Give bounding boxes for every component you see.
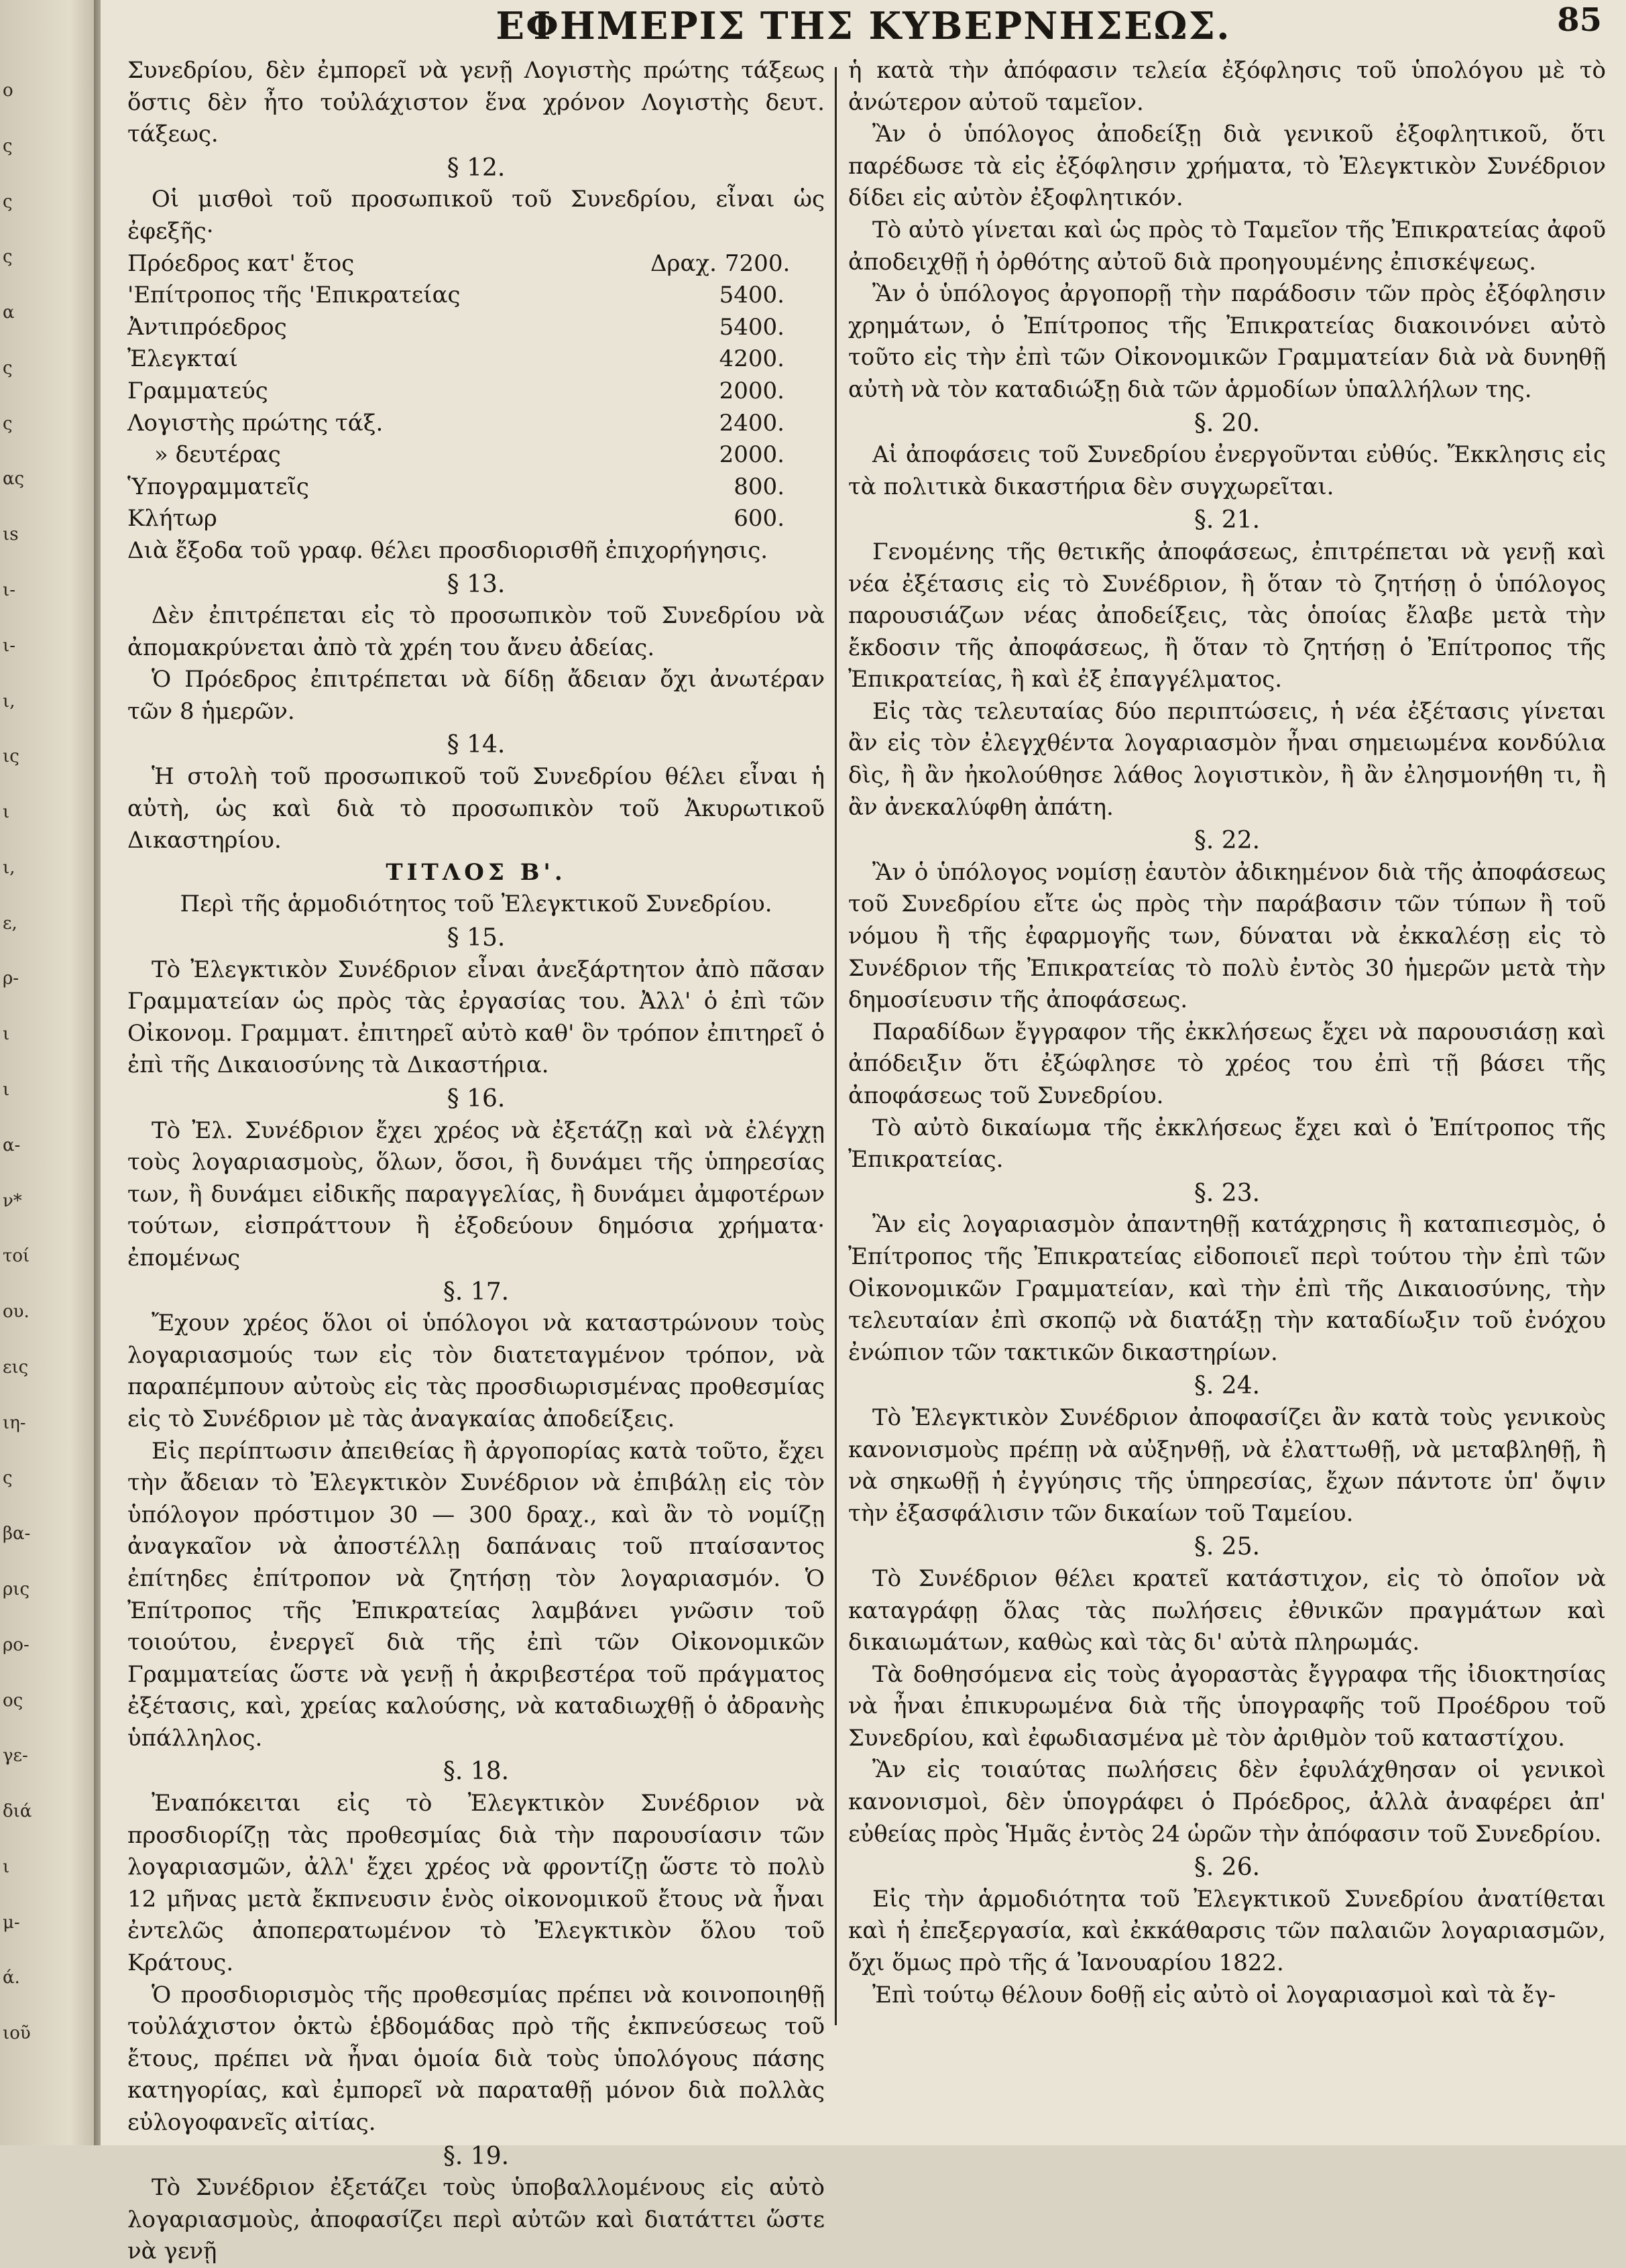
margin-fragment: μ- [3,1912,20,1933]
margin-fragment: ε, [3,913,17,933]
salary-amount: Δραχ. 7200. [650,249,791,277]
margin-fragment: ιs [3,524,19,545]
salary-label: Ἐλεγκταί [127,345,238,373]
left-column [127,55,825,2268]
paragraph: Τὸ Ἐλεγκτικὸν Συνέδριον εἶναι ἀνεξάρτητον ἀπὸ πᾶσαν Γραμματείαν ὡς πρὸς τὰς ἐργασίας του. Ἀλλ' ὁ ἐπὶ τῶν Οἰκονομ. Γραμματ. ἐπιτηρεῖ αὐτὸ καθ' ὃν τρόπον ἐπιτηρεῖ ὁ ἐπὶ τῆς Δικαιοσύνης τὰ Δικαστήρια. [127,956,825,1079]
paragraph: Οἱ μισθοὶ τοῦ προσωπικοῦ τοῦ Συνεδρίου, εἶναι ὡς ἐφεξῆς· [127,186,825,245]
currency-label: Δραχ. [650,249,717,277]
margin-fragment: ς [3,1468,13,1489]
margin-fragment: ι- [3,635,15,656]
margin-fragment: ρ- [3,968,19,989]
paragraph: Ἂν ὁ ὑπόλογος νομίσῃ ἑαυτὸν ἀδικημένον διὰ τῆς ἀποφάσεως τοῦ Συνεδρίου εἴτε ὡς πρὸς τὴν παράβασιν τῶν τύπων ἢ τοῦ νόμου ἢ τῆς ἐφαρμογῆς των, δύναται νὰ ἐκκαλέσῃ εἰς τὸ Συνέδριον τῆς Ἐπικρατείας τὸ πολὺ ἐντὸς 30 ἡμερῶν μετὰ τὴν δημοσίευσιν τῆς ἀποφάσεως. [848,858,1606,1014]
margin-fragment: διά [3,1801,32,1822]
margin-fragment: ιοῦ [3,2023,31,2044]
margin-fragment: εις [3,1357,29,1377]
margin-fragment: ς [3,191,13,212]
paragraph: Παραδίδων ἔγγραφον τῆς ἐκκλήσεως ἔχει νὰ παρουσιάσῃ καὶ ἀπόδειξιν ὅτι ἐξώφλησε τὸ χρέος του ἐπὶ τῇ βάσει τῆς ἀποφάσεως τοῦ Συνεδρίου. [848,1018,1606,1109]
page-number: 85 [1557,1,1602,39]
salary-label: 'Επίτροπος τῆς 'Επικρατείας [127,282,461,309]
title-subheading: Περὶ τῆς ἁρμοδιότητος τοῦ Ἐλεγκτικοῦ Συνεδρίου. [180,891,772,918]
margin-fragment: βα- [3,1524,31,1544]
margin-fragment: α [3,302,15,323]
section-heading-17: §. 17. [443,1278,510,1306]
salary-amount: 800. [734,473,785,500]
margin-fragment: ι [3,1080,10,1100]
paragraph: Εἰς περίπτωσιν ἀπειθείας ἢ ἀργοπορίας κατὰ τοῦτο, ἔχει τὴν ἄδειαν τὸ Ἐλεγκτικὸν Συνέδριον νὰ ἐπιβάλῃ εἰς τὸν ὑπόλογον πρόστιμον 30 — 300 δραχ., καὶ ἂν τὸ νομίζῃ ἀναγκαῖον νὰ ἀποστέλλῃ δαπάναις τοῦ πταίσαντος ἐπίτηδες ἐπίτροπον νὰ ζητήσῃ τὸν λογαριασμόν. Ὁ Ἐπίτροπος τῆς Ἐπικρατείας λαμβάνει γνῶσιν τοῦ τοιούτου, ἐνεργεῖ διὰ τῆς ἐπὶ τῶν Οἰκονομικῶν Γραμματείας ὥστε νὰ γενῇ ἡ ἀκριβεστέρα τοῦ πράγματος ἐξέτασις, καὶ, χρείας καλούσης, νὰ καταδιωχθῇ ὁ ἀδρανὴς ὑπάλληλος. [127,1437,825,1752]
paragraph: Ἐπὶ τούτῳ θέλουν δοθῇ εἰς αὐτὸ οἱ λογαριασμοὶ καὶ τὰ ἔγ- [872,1981,1556,2008]
section-heading-20: §. 20. [1194,409,1261,437]
margin-fragment: ι- [3,580,15,600]
paragraph: Ἂν ὁ ὑπόλογος ἀργοπορῇ τὴν παράδοσιν τῶν πρὸς ἐξόφλησιν χρημάτων, ὁ Ἐπίτροπος τῆς Ἐπικρατείας διακοινόνει αὐτὸ τοῦτο εἰς τὴν ἐπὶ τῶν Οἰκονομικῶν Γραμματείαν διὰ νὰ δυνηθῇ αὐτὴ νὰ τὸν καταδιώξῃ διὰ τῶν ἁρμοδίων ὑπαλλήλων της. [848,280,1606,403]
salary-label: » δευτέρας [154,441,281,469]
margin-fragment: α- [3,1135,21,1155]
margin-fragment: ος [3,1690,23,1711]
paragraph: ἡ κατὰ τὴν ἀπόφασιν τελεία ἐξόφλησις τοῦ ὑπολόγου μὲ τὸ ἀνώτερον αὐτοῦ ταμεῖον. [848,57,1606,116]
paragraph: Ἂν εἰς τοιαύτας πωλήσεις δὲν ἐφυλάχθησαν οἱ γενικοὶ κανονισμοὶ, δὲν ὑπογράφει ὁ Πρόεδρος, ἀλλὰ ἀναφέρει ἀπ' εὐθείας πρὸς Ἡμᾶς ἐντὸς 24 ὡρῶν τὴν ἀπόφασιν τοῦ Συνεδρίου. [848,1756,1606,1848]
paragraph: Τὸ αὐτὸ γίνεται καὶ ὡς πρὸς τὸ Ταμεῖον τῆς Ἐπικρατείας ἀφοῦ ἀποδειχθῇ ἡ ὀρθότης αὐτοῦ διὰ προηγουμένης ἐπισκέψεως. [848,216,1606,276]
margin-fragment: ι, [3,691,15,712]
paragraph: Τὰ δοθησόμενα εἰς τοὺς ἀγοραστὰς ἔγγραφα τῆς ἰδιοκτησίας νὰ ἦναι ἐπικυρωμένα διὰ τῆς ὑπογραφῆς τοῦ Προέδρου τοῦ Συνεδρίου, καὶ ἐφωδιασμένα μὲ τὸν ἀριθμὸν τοῦ καταστίχου. [848,1660,1606,1752]
paragraph: Εἰς τὴν ἁρμοδιότητα τοῦ Ἐλεγκτικοῦ Συνεδρίου ἀνατίθεται καὶ ἡ ἐπεξεργασία, καὶ ἐκκάθαρσις τῶν παλαιῶν λογαριασμῶν, ὄχι ὅμως πρὸ τῆς ά Ἰανουαρίου 1822. [848,1885,1606,1977]
paragraph: Διὰ ἔξοδα τοῦ γραφ. θέλει προσδιορισθῆ ἐπιχορήγησις. [127,536,768,564]
paragraph: Ὁ Πρόεδρος ἐπιτρέπεται νὰ δίδῃ ἄδειαν ὄχι ἀνωτέραν τῶν 8 ἡμερῶν. [127,666,825,725]
margin-fragment: ου. [3,1302,30,1322]
margin-fragment: ς [3,357,13,378]
paragraph: Συνεδρίου, δὲν ἐμπορεῖ νὰ γενῇ Λογιστὴς πρώτης τάξεως ὅστις δὲν ἦτο τοὐλάχιστον ἕνα χρόνον Λογιστὴς δευτ. τάξεως. [127,57,825,148]
right-column [848,55,1606,2011]
margin-fragment: ρο- [3,1634,30,1655]
salary-amount: 600. [734,505,785,532]
margin-fragment: ας [3,469,25,490]
paragraph: Εἰς τὰς τελευταίας δύο περιπτώσεις, ἡ νέα ἐξέτασις γίνεται ἂν εἰς τὸν ἐλεγχθέντα λογαριασμὸν ἦναι σημειωμένα κονδύλια δὶς, ἢ ἂν ἠκολούθησε λάθος λογιστικὸν, ἢ ἂν ἐλησμονήθη τι, ἢ ἂν ἀνεκαλύφθη ἀπάτη. [848,697,1606,821]
section-heading-21: §. 21. [1194,506,1261,534]
margin-fragment: ι [3,1856,10,1877]
margin-fragment: ς [3,247,13,268]
paragraph: Τὸ αὐτὸ δικαίωμα τῆς ἐκκλήσεως ἔχει καὶ ὁ Ἐπίτροπος τῆς Ἐπικρατείας. [848,1114,1606,1174]
margin-fragment: γε- [3,1746,28,1766]
section-heading-15: § 15. [447,924,506,952]
salary-amount: 5400. [719,313,785,341]
salary-amount: 5400. [719,282,785,309]
paragraph: Ἡ στολὴ τοῦ προσωπικοῦ τοῦ Συνεδρίου θέλει εἶναι ἡ αὐτὴ, ὡς καὶ διὰ τὸ προσωπικὸν τοῦ Ἀκυρωτικοῦ Δικαστηρίου. [127,763,825,854]
paragraph: Τὸ Ἐλ. Συνέδριον ἔχει χρέος νὰ ἐξετάζῃ καὶ νὰ ἐλέγχῃ τοὺς λογαριασμοὺς, ὅλων, ὅσοι, ἢ δυνάμει τῆς ὑπηρεσίας των, ἢ δυνάμει εἰδικῆς παραγγελίας, ἢ δυνάμει ἀμφοτέρων τούτων, εἰσπράττουν ἢ ἐξοδεύουν δημόσια χρήματα· ἐπομένως [127,1117,825,1271]
section-heading-16: § 16. [447,1085,506,1113]
paragraph: Τὸ Συνέδριον ἐξετάζει τοὺς ὑποβαλλομένους εἰς αὐτὸ λογαριασμοὺς, ἀποφασίζει περὶ αὐτῶν καὶ διατάττει ὥστε νὰ γενῇ [127,2174,825,2265]
paragraph: Ὁ προσδιορισμὸς τῆς προθεσμίας πρέπει νὰ κοινοποιηθῇ τοὐλάχιστον ὀκτὼ ἑβδομάδας πρὸ τῆς ἐκπνεύσεως τοῦ ἔτους, πρέπει νὰ ἦναι ὁμοία διὰ τοὺς ὑπολόγους πάσης κατηγορίας, καὶ ἐμπορεῖ νὰ παραταθῇ μόνον διὰ πολλὰς εὐλογοφανεῖς αἰτίας. [127,1981,825,2136]
margin-fragment: ι, [3,857,15,878]
section-heading-12: § 12. [447,154,506,182]
salary-label: Λογιστὴς πρώτης τάξ. [127,409,384,437]
margin-fragment: τοί [3,1246,30,1267]
paragraph: Τὸ Συνέδριον θέλει κρατεῖ κατάστιχον, εἰς τὸ ὁποῖον νὰ καταγράφῃ ὅλας τὰς πωλήσεις ἐθνικῶν πραγμάτων καὶ δικαιωμάτων, καθὼς καὶ τὰς δι' αὐτὰ πληρωμάς. [848,1565,1606,1656]
column-divider [835,67,837,2025]
paragraph: Γενομένης τῆς θετικῆς ἀποφάσεως, ἐπιτρέπεται νὰ γενῇ καὶ νέα ἐξέτασις εἰς τὸ Συνέδριον, ἢ ὅταν τὸ ζητήσῃ ὁ ὑπόλογος παρουσιάζων νέας ἀποδείξεις, τὰς ὁποίας ἔλαβε μετὰ τὴν ἔκδοσιν τῆς ἀποφάσεως, ἢ ὅταν τὸ ζητήσῃ ὁ Ἐπίτροπος τῆς Ἐπικρατείας, ἢ καὶ ἐξ ἐπαγγέλματος. [848,538,1606,693]
margin-fragment: ρις [3,1579,30,1599]
section-heading-25: §. 25. [1194,1533,1261,1561]
salary-amount: 2000. [719,377,785,404]
paragraph: Ἂν ὁ ὑπόλογος ἀποδείξῃ διὰ γενικοῦ ἐξοφλητικοῦ, ὅτι παρέδωσε τὰ εἰς ἐξόφλησιν χρήματα, τὸ Ἐλεγκτικὸν Συνέδριον δίδει εἰς αὐτὸν ἐξοφλητικόν. [848,121,1606,212]
section-heading-26: §. 26. [1194,1854,1261,1882]
salary-label: Ἀντιπρόεδρος [127,313,287,341]
section-heading-14: § 14. [447,731,506,759]
margin-fragment: ν* [3,1190,22,1211]
page-header-title: ΕΦΗΜΕΡΙΣ ΤΗΣ ΚΥΒΕΡΝΗΣΕΩΣ. [496,4,1231,48]
paragraph: Αἱ ἀποφάσεις τοῦ Συνεδρίου ἐνεργοῦνται εὐθύς. Ἔκκλησις εἰς τὰ πολιτικὰ δικαστήρια δὲν συγχωρεῖται. [848,441,1606,500]
margin-fragment: ς [3,135,13,156]
section-heading-13: § 13. [447,570,506,598]
margin-fragment: ι [3,802,10,823]
salary-amount: 2000. [719,441,785,469]
title-heading: ΤΙΤΛΟΣ Β'. [386,858,567,886]
section-heading-19: §. 19. [443,2142,510,2170]
section-heading-18: §. 18. [443,1758,510,1786]
paragraph: Τὸ Ἐλεγκτικὸν Συνέδριον ἀποφασίζει ἂν κατὰ τοὺς γενικοὺς κανονισμοὺς πρέπῃ νὰ αὐξηνθῇ, νὰ ἐλαττωθῇ, νὰ μεταβληθῇ, ἢ νὰ σηκωθῇ ἡ ἐγγύησις τῆς ὑπηρεσίας, ἔχων πάντοτε ὑπ' ὄψιν τὴν ἐξασφάλισιν τῶν δικαίων τοῦ Ταμείου. [848,1404,1606,1527]
left-margin-strip [0,0,101,2145]
salary-amount: 2400. [719,409,785,437]
margin-fragment: ι [3,1024,10,1045]
paragraph: Ἐναπόκειται εἰς τὸ Ἐλεγκτικὸν Συνέδριον νὰ προσδιορίζῃ τὰς προθεσμίας διὰ τὴν παρουσίασιν τῶν λογαριασμῶν, ἀλλ' ἔχει χρέος νὰ φροντίζῃ ὥστε τὸ πολὺ 12 μῆνας μετὰ ἔκπνευσιν ἑνὸς οἰκονομικοῦ ἔτους νὰ ἦναι ἐντελῶς ἀποπερατωμένον τὸ Ἐλεγκτικὸν ὅλου τοῦ Κράτους. [127,1790,825,1977]
paragraph: Ἂν εἰς λογαριασμὸν ἀπαντηθῇ κατάχρησις ἢ καταπιεσμὸς, ὁ Ἐπίτροπος τῆς Ἐπικρατείας εἰδοποιεῖ περὶ τούτου τὴν ἐπὶ τῶν Οἰκονομικῶν Γραμματείαν, καὶ τὴν ἐπὶ τῆς Δικαιοσύνης, τὴν τελευταίαν ἐπὶ σκοπῷ νὰ διατάξῃ τὴν καταδίωξιν τοῦ ἐνόχου ἐνώπιον τῶν τακτικῶν δικαστηρίων. [848,1211,1606,1366]
paragraph: Δὲν ἐπιτρέπεται εἰς τὸ προσωπικὸν τοῦ Συνεδρίου νὰ ἀπομακρύνεται ἀπὸ τὰ χρέη του ἄνευ ἀδείας. [127,602,825,661]
newspaper-page [101,0,1626,2265]
section-heading-23: §. 23. [1194,1179,1261,1207]
salary-label: Γραμματεύς [127,377,268,404]
margin-fragment: ά. [3,1968,20,1988]
salary-label: Ὑπογραμματεῖς [127,473,309,500]
margin-fragment: ς [3,413,13,434]
salary-table [127,248,791,535]
salary-label: Κλήτωρ [127,505,217,532]
margin-fragment: ο [3,80,13,101]
section-heading-24: §. 24. [1194,1372,1261,1400]
paragraph: Ἔχουν χρέος ὅλοι οἱ ὑπόλογοι νὰ καταστρώνουν τοὺς λογαριασμούς των εἰς τὸν διατεταγμένον τρόπον, νὰ παραπέμπουν αὐτοὺς εἰς τὰς προσδιωρισμένας προθεσμίας εἰς τὸ Συνέδριον μὲ τὰς ἀναγκαίας ἀποδείξεις. [127,1310,825,1432]
salary-amount: 4200. [719,345,785,373]
margin-fragment: ιη- [3,1412,26,1433]
salary-label: Πρόεδρος κατ' ἔτος [127,249,355,277]
margin-fragment: ις [3,746,19,767]
section-heading-22: §. 22. [1194,827,1261,855]
